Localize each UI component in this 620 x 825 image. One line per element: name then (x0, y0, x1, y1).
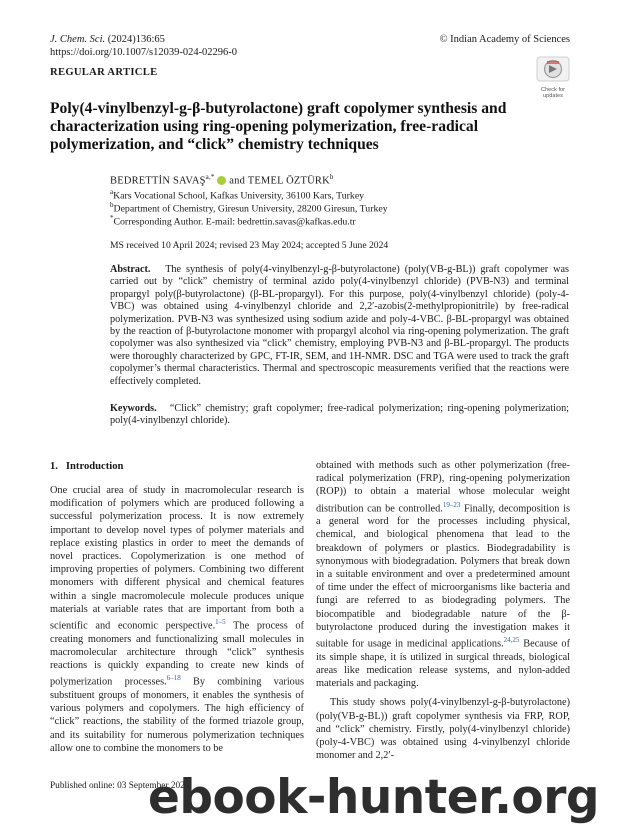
published-date: Published online: 03 September 2024 (50, 781, 190, 791)
author-2: TEMEL ÖZTÜRK (247, 175, 330, 187)
corresponding-author: *Corresponding Author. E-mail: bedrettin.savas@kafkas.edu.tr (110, 214, 356, 228)
journal-citation (50, 33, 165, 46)
article-type: REGULAR ARTICLE (50, 67, 158, 78)
author-1-sup: a,* (205, 173, 215, 181)
publisher: © Indian Academy of Sciences (439, 34, 570, 45)
author-2-sup: b (329, 173, 334, 181)
watermark-text: ebook-hunter.org (148, 770, 600, 825)
keywords-text: “Click” chemistry; graft copolymer; free-radical polymerization; ring-opening polymerization; poly(4-vinylbenzyl chloride). (110, 403, 570, 427)
article-title: Poly(4-vinylbenzyl-g-β-butyrolactone) graft copolymer synthesis and characterization using ring-opening polymerization, free-radical polymerization, and “click” chemistry techniques (50, 100, 507, 153)
intro-paragraph-1-cont: obtained with methods such as other polymerization (free-radical polymerization (FRP), ring-opening polymerization (ROP)) to obtain a material whose molecular weight distribution can be controlled.$^{19-23}$ Finally, decomposition is a general word for the processes including physical, chemical, and biological phenomena that lead to the breakdown of polymers or plastics. Biodegradability is synonymous with biodegradation. Polymers that break down in a suitable environment and over a predetermined amount of time under the effect of microorganisms like bacteria and fungi are referred to as biodegrading polymers. The biocompatible and biodegradable nature of the β-butyrolactone produced during the investigation makes it suitable for usage in medicinal applications.$^{24,25}$ Because of its simple shape, it is utilized in surgical threads, biological areas like medication release systems, and nylon-added materials and packaging. (316, 460, 571, 690)
author-1: BEDRETTİN SAVAŞ (110, 175, 206, 187)
journal-issue: (2024)136:65 (107, 34, 165, 45)
orcid-icon[interactable] (217, 176, 226, 185)
affiliation-a: $^a$Kars Vocational School, Kafkas University, 36100 Kars, Turkey (110, 188, 365, 202)
abstract (110, 264, 569, 388)
intro-paragraph-2: This study shows poly(4-vinylbenzyl-g-β-butyrolactone) (poly(VB-g-BL)) graft copolymer synthesis via FRP, ROP, and “click” chemistry. Firstly, poly(4-vinylbenzyl chloride) (poly-4-VBC) was obtained using 4-vinylbenzyl chloride monomer and 2,2′- (316, 697, 570, 762)
affiliation-b: $^b$Department of Chemistry, Giresun University, 28200 Giresun, Turkey (110, 201, 388, 215)
column-right (316, 459, 570, 762)
intro-paragraph-1: One crucial area of study in macromolecular research is modification of polymers which are produced following a successful polymerization process. It is now extremely important to develop novel types of polymer materials and replace existing plastics in order to meet the demands of novel practices. Copolymerization is one method of improving properties of polymers. Combining two different monomers with different physical and chemical features within a single macromolecule molecule produces unique materials at variable rates that are important from both a scientific and economic perspective.$^{1-5}$ The process of creating monomers and functionalizing small molecules in macromolecular architecture through “click” synthesis reactions is quickly expanding to create new kinds of polymerization processes.$^{6-18}$ By combining various substituent groups of monomers, it enables the synthesis of various polymers and copolymers. The high efficiency of “click” reactions, the stability of the formed triazole group, and its suitability for numerous polymerization techniques allow one to combine the monomers to be (50, 485, 304, 754)
check-for-updates-badge[interactable] (536, 56, 570, 99)
badge-line-1: Check for (541, 87, 565, 93)
doi-link[interactable]: https://doi.org/10.1007/s12039-024-02296-0 (50, 47, 238, 58)
badge-line-2: updates (543, 93, 563, 99)
abstract-label: Abstract. (110, 264, 151, 275)
section-heading (50, 461, 123, 472)
abstract-text: The synthesis of poly(4-vinylbenzyl-g-β-butyrolactone) (poly(VB-g-BL)) graft copolymer was carried out by “click” chemistry of terminal azido poly(4-vinylbenzyl chloride) (PVB-N3) and terminal propargyl poly(β-butyrolactone) (β-BL-propargyl). For this purpose, poly(4-vinylbenzyl chloride) (poly-4-VBC) was obtained using 4-vinylbenzyl chloride and 2,2′-azobis(2-methylpropionitrile) by free-radical polymerization. PVB-N3 was synthesized using sodium azide and poly-4-VBC. β-BL-propargyl was obtained by the reaction of β-butyrolactone monomer with propargyl alcohol via ring-opening polymerization. The graft copolymer was also synthesized via “click” chemistry, employing PVB-N3 and β-BL-propargyl. The products were thoroughly characterized by GPC, FT-IR, SEM, and 1H-NMR. DSC and TGA were used to track the graft copolymer’s thermal characteristics. Thermal and spectroscopic measurements verified that the reactions were effectively completed. (110, 264, 569, 387)
ref-6-18[interactable]: 6–18 (166, 674, 181, 683)
ref-24-25[interactable]: 24,25 (503, 636, 520, 645)
section-title: Introduction (65, 461, 124, 472)
author-and: and (229, 175, 246, 187)
manuscript-dates: MS received 10 April 2024; revised 23 May 2024; accepted 5 June 2024 (110, 240, 389, 251)
ref-1-5[interactable]: 1–5 (215, 618, 226, 627)
author-line (110, 173, 334, 187)
ref-19-23[interactable]: 19–23 (442, 500, 461, 509)
check-updates-icon (536, 56, 570, 82)
keywords-label: Keywords. (110, 403, 157, 414)
column-left (50, 484, 304, 755)
section-number: 1. (50, 461, 58, 472)
journal-name: J. Chem. Sci. (50, 34, 106, 45)
keywords (110, 403, 569, 428)
